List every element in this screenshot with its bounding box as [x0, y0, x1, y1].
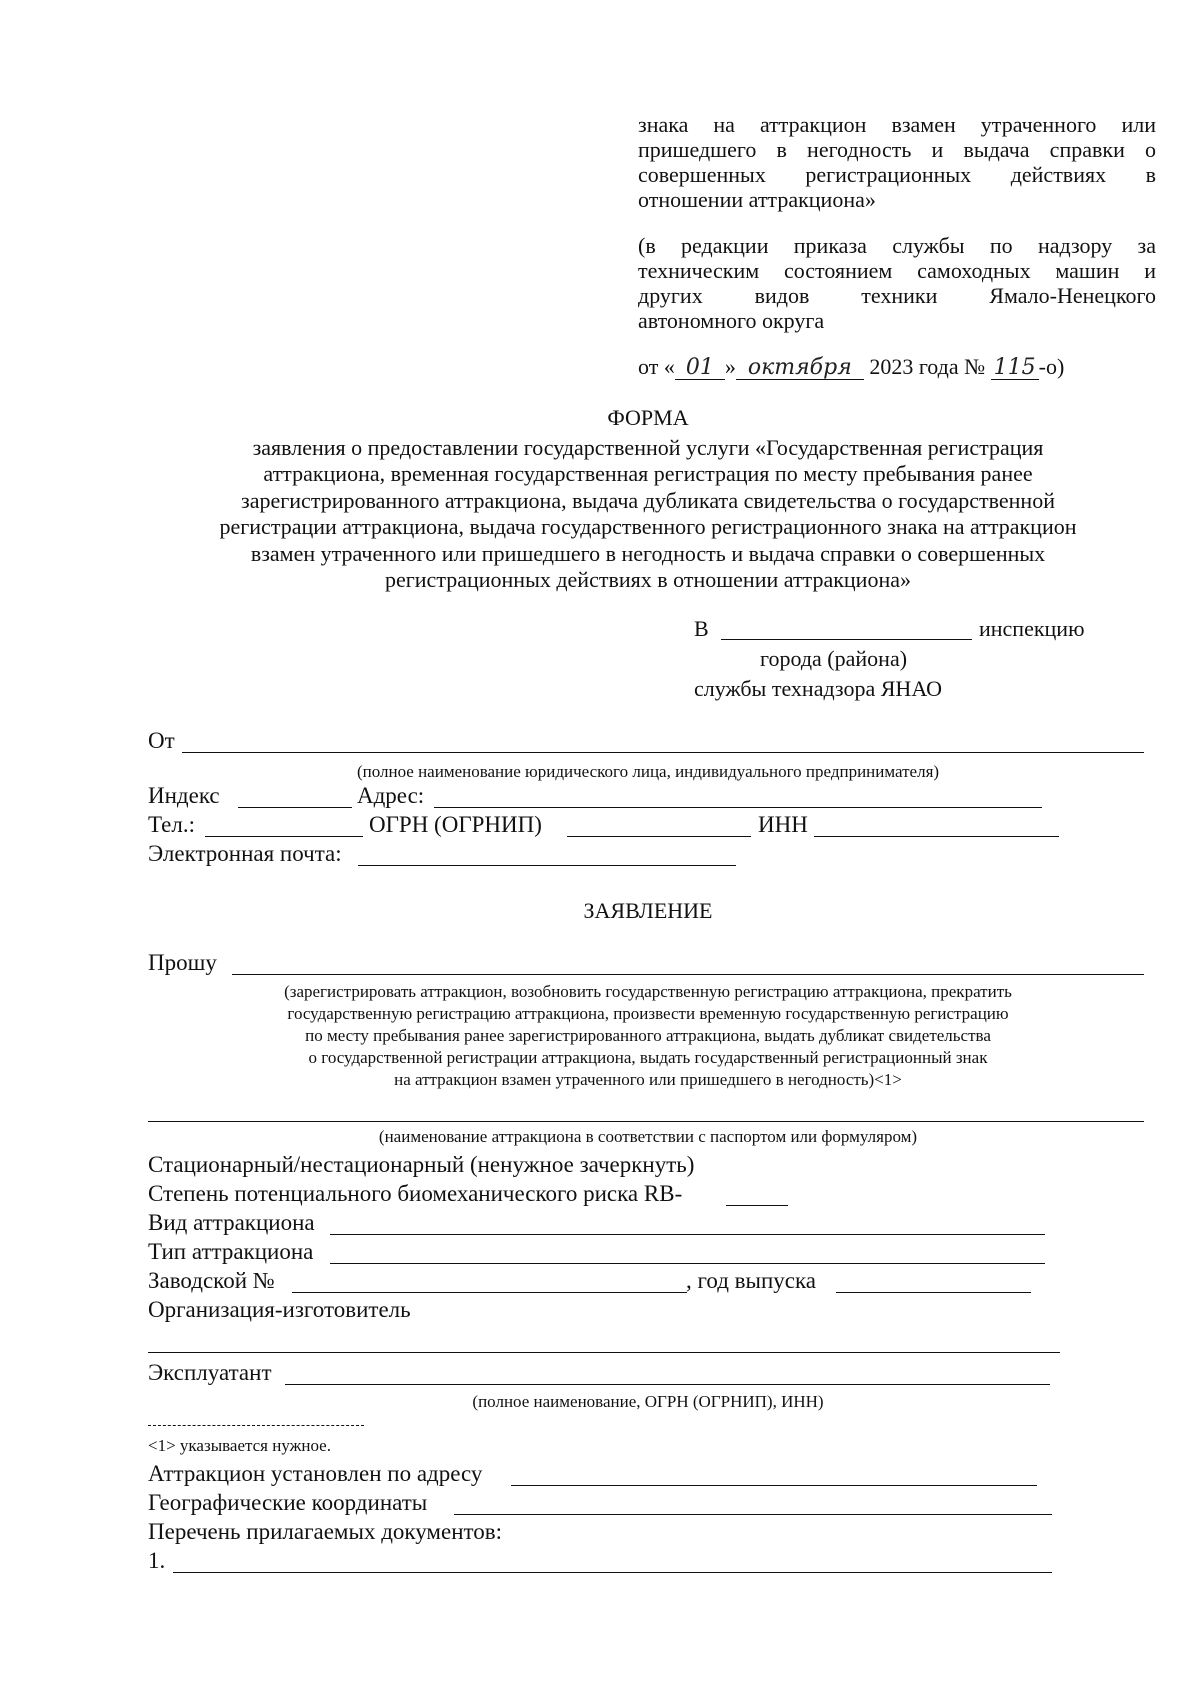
coords-field[interactable]: [454, 1514, 1052, 1515]
request-hint-line: (зарегистрировать аттракцион, возобновить государственную регистрацию аттракциона, прекратить: [284, 982, 1012, 1001]
subtitle-line: взамен утраченного или пришедшего в негодность и выдача справки о совершенных: [250, 540, 1046, 566]
manufacturer-field[interactable]: [148, 1352, 1060, 1353]
order-mid: »: [724, 354, 736, 379]
email-label: Электронная почта:: [148, 841, 342, 866]
header-line: других видов техники Ямало-Ненецкого: [638, 283, 1156, 308]
doc-item-field[interactable]: [173, 1572, 1052, 1573]
stationary-line: Стационарный/нестационарный (ненужное зачеркнуть): [148, 1152, 695, 1177]
header-line: пришедшего в негодность и выдача справки о: [638, 137, 1156, 162]
inn-field[interactable]: [814, 836, 1059, 837]
subtitle-line: регистрационных действиях в отношении аттракциона»: [385, 567, 911, 593]
order-date-line: [638, 353, 1064, 381]
attraction-name-field[interactable]: [148, 1121, 1144, 1122]
header-line: совершенных регистрационных действиях в: [638, 162, 1156, 187]
kind-field[interactable]: [330, 1234, 1045, 1235]
installed-label: Аттракцион установлен по адресу: [148, 1461, 483, 1486]
doc-item-number: 1.: [148, 1548, 166, 1573]
email-field[interactable]: [358, 865, 736, 866]
request-field[interactable]: [232, 974, 1144, 975]
installed-address-field[interactable]: [511, 1485, 1037, 1486]
request-hint-line: о государственной регистрации аттракциона, выдать государственный регистрационный знак: [308, 1048, 988, 1067]
ogrn-field[interactable]: [567, 836, 751, 837]
header-paragraph-1: [638, 112, 1156, 212]
phone-field[interactable]: [205, 836, 363, 837]
from-field[interactable]: [182, 752, 1144, 753]
order-month: октября: [736, 357, 864, 380]
order-day: 01: [675, 357, 725, 380]
operator-hint: (полное наименование, ОГРН (ОГРНИП), ИНН): [472, 1392, 824, 1411]
addressee-service: службы технадзора ЯНАО: [694, 676, 942, 701]
statement-title: ЗАЯВЛЕНИЕ: [583, 898, 713, 923]
request-hint: [48, 981, 1200, 1091]
kind-label: Вид аттракциона: [148, 1210, 315, 1235]
addressee-city: города (района): [760, 646, 908, 671]
address-label: Адрес:: [357, 783, 425, 808]
header-line: техническим состоянием самоходных машин и: [638, 258, 1156, 283]
operator-field[interactable]: [285, 1384, 1050, 1385]
request-label: Прошу: [148, 950, 217, 975]
order-prefix: от «: [638, 354, 675, 379]
coords-label: Географические координаты: [148, 1490, 428, 1515]
order-suffix: -о): [1038, 354, 1065, 379]
type-field[interactable]: [330, 1263, 1045, 1264]
footnote-separator: [148, 1425, 364, 1426]
subtitle-line: зарегистрированного аттракциона, выдача дубликата свидетельства о государственной: [241, 487, 1055, 513]
order-year: 2023 года №: [869, 354, 986, 379]
request-hint-line: по месту пребывания ранее зарегистрированного аттракциона, выдать дубликат свидетельства: [305, 1026, 991, 1045]
operator-label: Эксплуатант: [148, 1360, 272, 1385]
serial-label: Заводской №: [148, 1268, 275, 1293]
year-field[interactable]: [836, 1292, 1031, 1293]
risk-label: Степень потенциального биомеханического риска RB-: [148, 1181, 683, 1206]
request-hint-line: на аттракцион взамен утраченного или пришедшего в негодность)<1>: [394, 1070, 902, 1089]
phone-label: Тел.:: [148, 812, 195, 837]
header-line: знака на аттракцион взамен утраченного или: [638, 112, 1156, 137]
request-hint-line: государственную регистрацию аттракциона, произвести временную государственную регистрацию: [287, 1004, 1009, 1023]
ogrn-label: ОГРН (ОГРНИП): [369, 812, 542, 837]
address-field[interactable]: [434, 807, 1042, 808]
risk-field[interactable]: [726, 1205, 788, 1206]
order-number: 115: [991, 357, 1039, 380]
header-line: (в редакции приказа службы по надзору за: [638, 233, 1156, 258]
addressee-prefix: В: [694, 616, 709, 641]
index-field[interactable]: [238, 807, 352, 808]
header-line: автономного округа: [638, 308, 825, 333]
from-hint: (полное наименование юридического лица, индивидуального предпринимателя): [356, 762, 940, 781]
from-label: От: [148, 728, 175, 753]
docs-label: Перечень прилагаемых документов:: [148, 1519, 503, 1544]
subtitle-line: регистрации аттракциона, выдача государственного регистрационного знака на аттракцион: [219, 514, 1077, 540]
inspection-field[interactable]: [721, 639, 972, 640]
index-label: Индекс: [148, 783, 220, 808]
header-paragraph-2: [638, 233, 1156, 333]
type-label: Тип аттракциона: [148, 1239, 314, 1264]
form-subtitle: [48, 435, 1200, 593]
subtitle-line: аттракциона, временная государственная регистрация по месту пребывания ранее: [263, 461, 1033, 487]
attraction-name-hint: (наименование аттракциона в соответствии с паспортом или формуляром): [378, 1127, 918, 1146]
serial-field[interactable]: [292, 1292, 687, 1293]
header-line: отношении аттракциона»: [638, 187, 876, 212]
manufacturer-label: Организация-изготовитель: [148, 1297, 411, 1322]
year-label: , год выпуска: [686, 1268, 817, 1293]
subtitle-line: заявления о предоставлении государственной услуги «Государственная регистрация: [252, 435, 1044, 460]
inn-label: ИНН: [758, 812, 808, 837]
form-title: ФОРМА: [607, 405, 689, 430]
addressee-suffix: инспекцию: [979, 616, 1085, 641]
footnote: <1> указывается нужное.: [148, 1436, 331, 1455]
